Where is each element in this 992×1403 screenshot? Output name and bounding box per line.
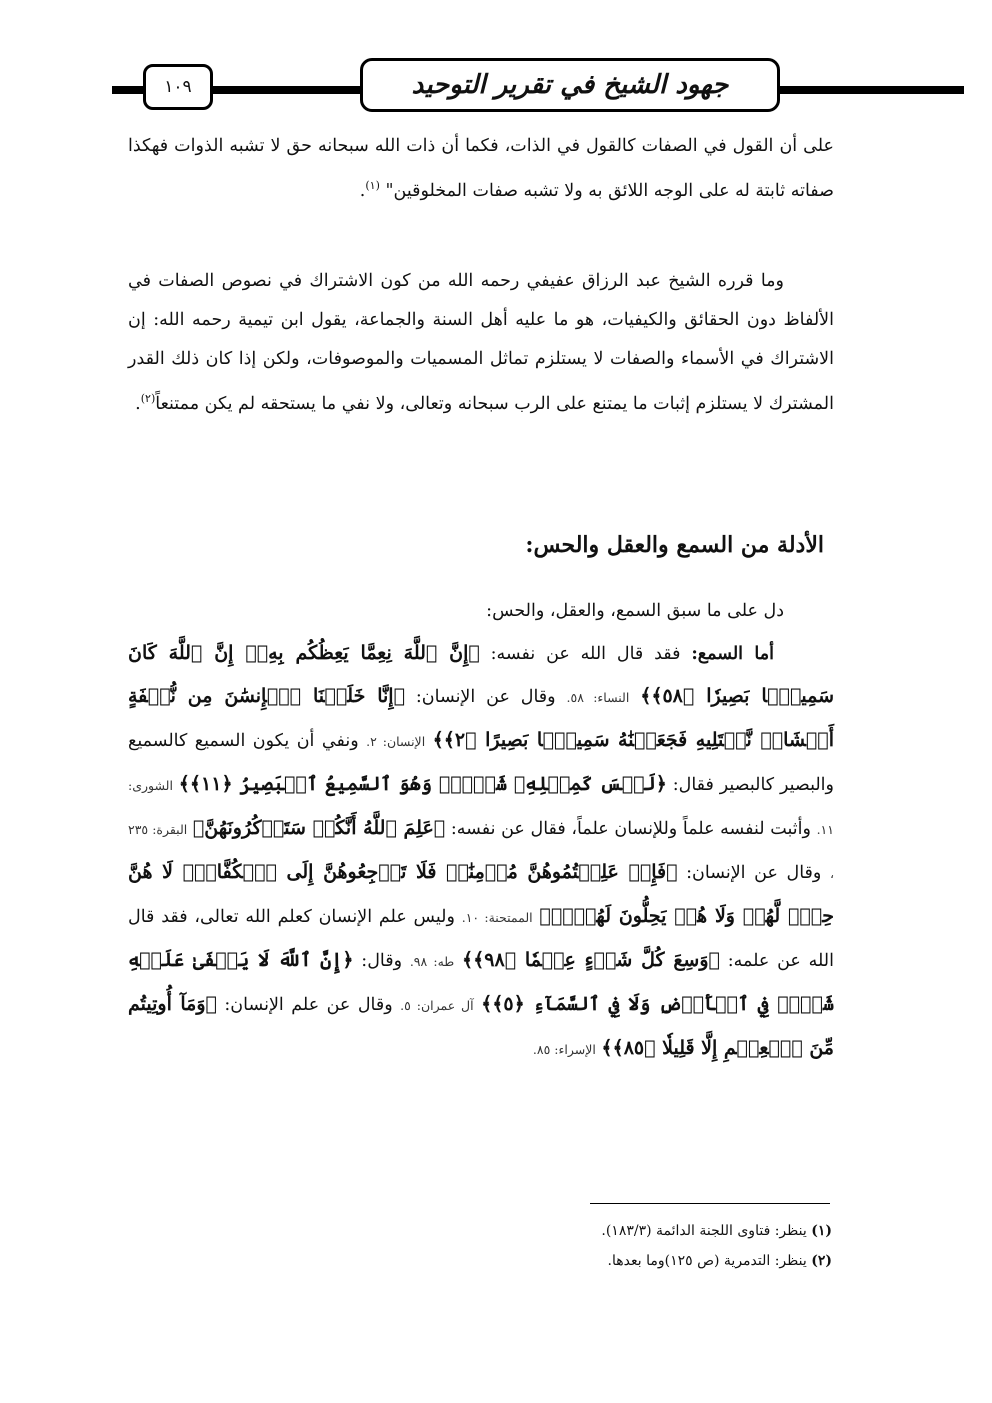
verse-6: ﴿وَسِعَ كُلَّ شَيۡءٍ عِلۡمٗا ﴿٩٨﴾﴾	[462, 949, 720, 971]
verse-5: ﴿فَإِنۡ عَلِمۡتُمُوهُنَّ مُؤۡمِنَٰتٖ فَلَا تَرۡجِعُوهُنَّ إِلَى ٱلۡكُفَّارِۖ لَا هُنَّ حِلّٞ لَّهُمۡ وَلَا هُمۡ يَحِلُّونَ لَهُنَّۖ﴾	[128, 861, 834, 927]
paragraph-2-text: وما قرره الشيخ عبد الرزاق عفيفي رحمه الله من كون الاشتراك في نصوص الصفات في الألفاظ دون الحقائق والكيفيات، هو ما عليه أهل السنة والجماعة، يقول ابن تيمية رحمه الله: إن الاشتراك في الأسماء والصفات لا يستلزم تماثل المسميات والموصوفات، ولكن إذا كان ذلك القدر المشترك لا يستلزم إثبات ما يمتنع على الرب سبحانه وتعالى، ولا نفي ما يستحقه لم يكن ممتنعاً	[128, 271, 834, 414]
section-intro: دل على ما سبق السمع، والعقل، والحس:	[486, 601, 784, 621]
paragraph-1-end: .	[359, 180, 366, 201]
footnote-2-number: (٢)	[811, 1253, 832, 1269]
sentence-8: وقال عن علم الإنسان:	[224, 995, 393, 1015]
sentence-3: ونفي أن يكون السميع كالسميع والبصير كالبصير فقال:	[128, 731, 834, 795]
footnote-ref-2[interactable]: (٢)	[140, 392, 156, 405]
sentence-2: وقال عن الإنسان:	[415, 687, 556, 707]
verse-ref-4: البقرة: ٢٣٥ ،	[128, 822, 834, 881]
running-title-text: جهود الشيخ في تقرير التوحيد	[411, 70, 729, 100]
page-number-text: ١٠٩	[164, 77, 192, 97]
sentence-4: وأثبت لنفسه علماً وللإنسان علماً، فقال عن نفسه:	[450, 819, 811, 839]
evidence-paragraph	[128, 632, 834, 1071]
paragraph-1	[128, 126, 834, 211]
running-title	[360, 58, 780, 112]
footnote-1-text: ينظر: فتاوى اللجنة الدائمة (١٨٣/٣).	[601, 1223, 807, 1239]
sentence-1: فقد قال الله عن نفسه:	[490, 644, 681, 664]
paragraph-1-text: على أن القول في الصفات كالقول في الذات، فكما أن ذات الله سبحانه حق لا تشبه الذوات فهكذا صفاته ثابتة له على الوجه اللائق به ولا تشبه صفات المخلوقين"	[128, 136, 834, 201]
footnote-1	[232, 1216, 832, 1246]
verse-ref-7: آل عمران: ٥.	[400, 998, 474, 1013]
verse-4: ﴿عَلِمَ ٱللَّهُ أَنَّكُمۡ سَتَذۡكُرُونَهُنَّ﴾	[192, 817, 446, 839]
verse-7: ﴿إِنَّ ٱللَّهَ لَا يَخۡفَىٰ عَلَيۡهِ شَيۡءٞ فِي ٱلۡأَرۡضِ وَلَا فِي ٱلسَّمَآءِ ﴿٥﴾﴾	[128, 949, 834, 1015]
page-number	[143, 64, 213, 110]
verse-2: ﴿إِنَّا خَلَقۡنَا ٱلۡإِنسَٰنَ مِن نُّطۡفَةٍ أَمۡشَاجٖ نَّبۡتَلِيهِ فَجَعَلۡنَٰهُ سَمِيعَۢا بَصِيرًا ﴿٢﴾﴾	[128, 685, 834, 751]
verse-ref-6: طه: ٩٨.	[409, 954, 455, 969]
verse-ref-8: الإسراء: ٨٥.	[532, 1042, 596, 1057]
verse-ref-1: النساء: ٥٨.	[566, 690, 630, 705]
lead-word: أما السمع:	[691, 644, 774, 664]
footnote-1-number: (١)	[811, 1223, 832, 1239]
section-heading: الأدلة من السمع والعقل والحس:	[525, 532, 824, 558]
section-body	[128, 590, 834, 1071]
verse-8: ﴿وَمَآ أُوتِيتُم مِّنَ ٱلۡعِلۡمِ إِلَّا قَلِيلٗا ﴿٨٥﴾﴾	[128, 993, 834, 1059]
sentence-7: وقال:	[361, 951, 403, 971]
sentence-5: وقال عن الإنسان:	[686, 863, 822, 883]
sentence-6: وليس علم الإنسان كعلم الله تعالى، فقد قال الله عن علمه:	[128, 907, 834, 971]
verse-ref-3: الشورى: ١١.	[128, 778, 834, 837]
verse-ref-5: الممتحنة: ١٠.	[461, 910, 533, 925]
verse-ref-2: الإنسان: ٢.	[366, 734, 426, 749]
paragraph-2	[128, 262, 834, 424]
paragraph-2-end: .	[135, 393, 141, 414]
verse-1: ﴿إِنَّ ٱللَّهَ نِعِمَّا يَعِظُكُم بِهِۦٓ إِنَّ ٱللَّهَ كَانَ سَمِيعَۢا بَصِيرٗا ﴿٥٨﴾﴾	[128, 642, 834, 707]
verse-3: ﴿لَيۡسَ كَمِثۡلِهِۦ شَيۡءٞۖ وَهُوَ ٱلسَّمِيعُ ٱلۡبَصِيرُ ﴿١١﴾﴾	[178, 773, 667, 795]
footnote-2	[232, 1246, 832, 1276]
footnote-separator	[590, 1203, 830, 1204]
footnotes	[232, 1216, 832, 1276]
footnote-ref-1[interactable]: (١)	[365, 179, 380, 192]
footnote-2-text: ينظر: التدمرية (ص ١٢٥)وما بعدها.	[607, 1253, 807, 1269]
